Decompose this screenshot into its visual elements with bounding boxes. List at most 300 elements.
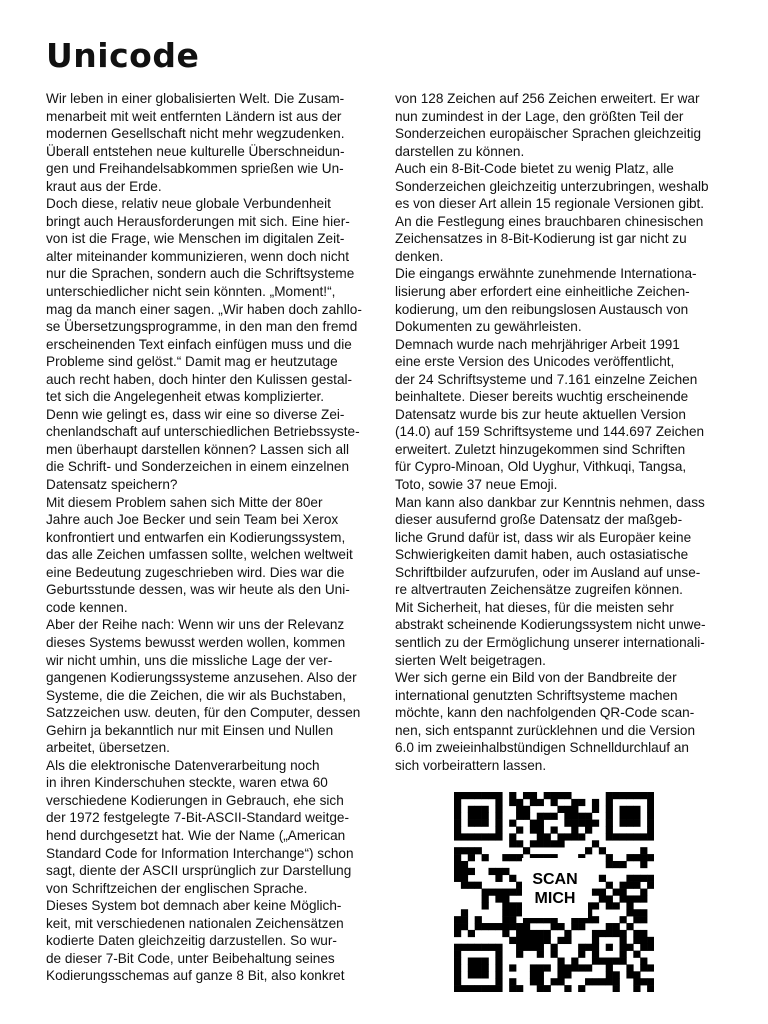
qr-module	[606, 813, 613, 820]
qr-module	[461, 861, 468, 868]
qr-module	[544, 937, 551, 944]
qr-module	[482, 902, 489, 909]
qr-module	[502, 854, 509, 861]
qr-module	[606, 978, 613, 985]
qr-module	[592, 806, 599, 813]
qr-module	[523, 806, 530, 813]
qr-module	[620, 861, 627, 868]
right-column-line: Dokumenten zu gewährleisten.	[395, 319, 582, 335]
qr-module	[502, 895, 509, 902]
qr-module	[647, 826, 654, 833]
qr-module	[647, 978, 654, 985]
left-column-line: auch recht haben, doch hinter den Kulissen gestal-	[46, 371, 353, 387]
right-column-line: lisierung aber erfordert eine einheitliche Zeichen-	[395, 284, 690, 300]
qr-module	[461, 875, 468, 882]
qr-module	[523, 813, 530, 820]
qr-module	[633, 875, 640, 882]
left-column-line: Gehirn ja bekanntlich nur mit Einsen und Nullen	[46, 722, 334, 738]
qr-module	[516, 923, 523, 930]
qr-module	[606, 806, 613, 813]
qr-module	[530, 930, 537, 937]
right-column-line: Wer sich gerne ein Bild von der Bandbreite der	[395, 670, 677, 686]
qr-module	[475, 847, 482, 854]
left-column-line: de dieser 7-Bit Code, unter Beibehaltung seines	[46, 950, 335, 966]
right-column-line: Demnach wurde nach mehrjähriger Arbeit 1991	[395, 336, 680, 352]
qr-module	[468, 964, 475, 971]
page-title: Unicode	[46, 36, 200, 75]
right-column-line: 6.0 im zweieinhalbstündigen Schnelldurchlauf an	[395, 740, 689, 756]
qr-module	[592, 937, 599, 944]
qr-module	[592, 978, 599, 985]
qr-module	[571, 826, 578, 833]
qr-module	[509, 840, 516, 847]
left-column-line: men überhaupt darstellen können? Lassen sich all	[46, 441, 350, 457]
qr-module	[468, 868, 475, 875]
left-column-line: Mit diesem Problem sahen sich Mitte der 80er	[46, 494, 323, 510]
qr-module	[530, 840, 537, 847]
qr-module	[620, 958, 627, 965]
qr-label-background	[522, 858, 588, 918]
qr-module	[461, 833, 468, 840]
qr-module	[557, 792, 564, 799]
right-column-line: Toto, sowie 37 neue Emoji.	[395, 477, 558, 493]
qr-code[interactable]	[454, 792, 654, 992]
qr-module	[647, 882, 654, 889]
qr-module	[626, 813, 633, 820]
qr-module	[495, 985, 502, 992]
qr-module	[509, 923, 516, 930]
qr-module	[551, 799, 558, 806]
qr-module	[537, 826, 544, 833]
qr-module	[523, 792, 530, 799]
right-text-column	[395, 90, 725, 774]
qr-module	[502, 902, 509, 909]
qr-module	[557, 833, 564, 840]
qr-module	[640, 937, 647, 944]
left-column-line: verschiedene Kodierungen in Gebrauch, ehe sich	[46, 792, 344, 808]
qr-module	[482, 854, 489, 861]
qr-module	[516, 937, 523, 944]
qr-module	[454, 799, 461, 806]
qr-module	[647, 806, 654, 813]
qr-module	[454, 820, 461, 827]
qr-module	[640, 895, 647, 902]
qr-module	[502, 868, 509, 875]
qr-module	[502, 889, 509, 896]
qr-module	[475, 971, 482, 978]
qr-module	[495, 799, 502, 806]
qr-module	[557, 971, 564, 978]
qr-module	[530, 964, 537, 971]
qr-module	[640, 930, 647, 937]
right-column-line: es von dieser Art allein 15 regionale Versionen gibt.	[395, 196, 705, 212]
qr-module	[454, 923, 461, 930]
left-column-line: erscheinenden Text einfach einfügen muss und die	[46, 336, 352, 352]
left-column-line: Kodierungsschemas auf ganze 8 Bit, also konkret	[46, 968, 345, 984]
qr-module	[523, 930, 530, 937]
qr-module	[509, 820, 516, 827]
qr-module	[516, 930, 523, 937]
qr-module	[551, 951, 558, 958]
qr-module	[613, 861, 620, 868]
qr-module	[475, 923, 482, 930]
qr-module	[530, 978, 537, 985]
right-column-line: denken.	[395, 248, 444, 264]
qr-module	[475, 958, 482, 965]
qr-module	[454, 964, 461, 971]
qr-module	[461, 909, 468, 916]
right-column-line: darstellen zu können.	[395, 143, 525, 159]
qr-module	[502, 916, 509, 923]
qr-module	[620, 792, 627, 799]
right-column-line: re altvertrauten Zeichensätze zugreifen können.	[395, 582, 683, 598]
qr-module	[606, 923, 613, 930]
qr-module	[620, 820, 627, 827]
qr-module	[495, 964, 502, 971]
qr-module	[640, 861, 647, 868]
left-column-line: Als die elektronische Datenverarbeitung noch	[46, 757, 320, 773]
qr-module	[544, 964, 551, 971]
qr-module	[461, 923, 468, 930]
qr-module	[551, 944, 558, 951]
qr-module	[599, 958, 606, 965]
qr-module	[578, 985, 585, 992]
qr-module	[495, 923, 502, 930]
qr-module	[537, 799, 544, 806]
qr-module	[544, 840, 551, 847]
right-column-line: Schriftbilder aufzurufen, oder im Ausland auf unse-	[395, 564, 701, 580]
qr-module	[482, 813, 489, 820]
qr-module	[640, 916, 647, 923]
qr-module	[647, 799, 654, 806]
left-column-line: kodierte Daten gleichzeitig darzustellen. So wur-	[46, 933, 337, 949]
left-column-line: dieses Systems bewusst werden wollen, kommen	[46, 634, 346, 650]
qr-module	[613, 902, 620, 909]
qr-module	[606, 930, 613, 937]
qr-module	[475, 813, 482, 820]
qr-module	[633, 937, 640, 944]
qr-module	[551, 792, 558, 799]
qr-module	[537, 840, 544, 847]
qr-module	[585, 847, 592, 854]
qr-module	[495, 944, 502, 951]
qr-module	[495, 895, 502, 902]
qr-module	[488, 985, 495, 992]
qr-module	[647, 813, 654, 820]
qr-module	[585, 820, 592, 827]
qr-module	[523, 944, 530, 951]
qr-module	[488, 792, 495, 799]
qr-module	[557, 964, 564, 971]
qr-module	[468, 971, 475, 978]
qr-module	[537, 813, 544, 820]
qr-module	[633, 806, 640, 813]
qr-module	[592, 840, 599, 847]
qr-module	[620, 895, 627, 902]
qr-module	[620, 944, 627, 951]
qr-module	[530, 792, 537, 799]
qr-module	[537, 964, 544, 971]
qr-module	[509, 937, 516, 944]
qr-module	[606, 895, 613, 902]
qr-module	[482, 820, 489, 827]
qr-module	[475, 944, 482, 951]
qr-module	[495, 951, 502, 958]
qr-module	[482, 792, 489, 799]
left-column-line: konfrontiert und entwarfen ein Kodierungssystem,	[46, 529, 346, 545]
qr-module	[626, 944, 633, 951]
qr-module	[454, 951, 461, 958]
qr-module	[495, 820, 502, 827]
right-column-line: der 24 Schriftsysteme und 7.161 einzelne Zeichen	[395, 371, 698, 387]
qr-module	[495, 813, 502, 820]
qr-module	[495, 792, 502, 799]
qr-module	[482, 944, 489, 951]
qr-module	[640, 964, 647, 971]
qr-module	[640, 909, 647, 916]
qr-module	[544, 833, 551, 840]
qr-module	[606, 902, 613, 909]
right-column-line: dieser ausufernd große Datensatz der maßgeb-	[395, 512, 683, 528]
left-column-line: Satzzeichen usw. deuten, für den Computer, dessen	[46, 705, 361, 721]
qr-module	[578, 964, 585, 971]
qr-module	[564, 985, 571, 992]
left-text-column	[46, 90, 371, 985]
right-column-line: beinhaltete. Dieser bereits wuchtig erscheinende	[395, 389, 689, 405]
qr-module	[557, 923, 564, 930]
qr-module	[488, 833, 495, 840]
right-column-line: An die Festlegung eines brauchbaren chinesischen	[395, 213, 704, 229]
qr-module	[509, 916, 516, 923]
qr-module	[551, 923, 558, 930]
right-column-line: (14.0) auf 159 Schriftsysteme und 144.697 Zeichen	[395, 424, 705, 440]
qr-module	[578, 813, 585, 820]
qr-module	[626, 971, 633, 978]
qr-module	[606, 958, 613, 965]
qr-module	[544, 792, 551, 799]
qr-module	[495, 868, 502, 875]
qr-module	[633, 909, 640, 916]
qr-module	[571, 833, 578, 840]
qr-module	[551, 978, 558, 985]
qr-module	[613, 923, 620, 930]
qr-module	[606, 971, 613, 978]
right-column-line: nen, sich entspannt zurücklehnen und die Version	[395, 722, 696, 738]
qr-module	[647, 875, 654, 882]
left-column-line: Jahre auch Joe Becker und sein Team bei Xerox	[46, 512, 339, 528]
left-column-line: code kennen.	[46, 599, 128, 615]
qr-module	[454, 944, 461, 951]
qr-module	[633, 792, 640, 799]
qr-module	[537, 944, 544, 951]
right-column-line: Die eingangs erwähnte zunehmende Internationa-	[395, 266, 697, 282]
qr-module	[640, 958, 647, 965]
left-column-line: Überall entstehen neue kulturelle Überschneidun-	[46, 143, 345, 159]
left-column-line: Aber der Reihe nach: Wenn wir uns der Relevanz	[46, 617, 345, 633]
qr-module	[620, 833, 627, 840]
qr-module	[537, 971, 544, 978]
qr-module	[495, 833, 502, 840]
qr-module	[626, 792, 633, 799]
qr-module	[509, 978, 516, 985]
qr-module	[509, 964, 516, 971]
qr-module	[461, 944, 468, 951]
qr-module	[633, 833, 640, 840]
qr-module	[640, 854, 647, 861]
qr-module	[626, 964, 633, 971]
qr-module	[606, 854, 613, 861]
qr-module	[592, 889, 599, 896]
left-column-line: gangenen Kodierungssysteme anzusehen. Also der	[46, 670, 357, 686]
qr-module	[502, 930, 509, 937]
qr-module	[620, 889, 627, 896]
qr-module	[620, 806, 627, 813]
qr-module	[544, 930, 551, 937]
left-column-line: unterschiedlicher nicht sein könnten. „Moment!“,	[46, 284, 336, 300]
qr-module	[640, 833, 647, 840]
qr-module	[606, 820, 613, 827]
qr-module	[626, 833, 633, 840]
qr-module	[454, 958, 461, 965]
qr-module	[606, 792, 613, 799]
left-column-line: nur die Sprachen, sondern auch die Schriftsysteme	[46, 266, 355, 282]
qr-module	[620, 813, 627, 820]
qr-module	[516, 951, 523, 958]
qr-module	[633, 985, 640, 992]
qr-module	[488, 923, 495, 930]
left-column-line: Wir leben in einer globalisierten Welt. Die Zusam-	[46, 91, 345, 106]
qr-module	[647, 964, 654, 971]
qr-module	[647, 937, 654, 944]
left-column-line: das alle Zeichen umfassen sollte, welchen weltweit	[46, 547, 353, 563]
left-column-line: se Übersetzungsprogramme, in den man den fremd	[46, 319, 358, 335]
qr-module	[530, 820, 537, 827]
qr-module	[647, 985, 654, 992]
qr-module	[454, 854, 461, 861]
qr-module	[482, 923, 489, 930]
left-column-line: Denn wie gelingt es, dass wir eine so diverse Zei-	[46, 406, 345, 422]
qr-module	[530, 937, 537, 944]
left-column-line: wir nicht umhin, uns die missliche Lage der ver-	[46, 652, 333, 668]
qr-module	[592, 944, 599, 951]
qr-module	[613, 985, 620, 992]
qr-module	[454, 806, 461, 813]
qr-module	[530, 944, 537, 951]
qr-module	[482, 985, 489, 992]
right-column-line: möchte, kann den nachfolgenden QR-Code scan-	[395, 705, 695, 721]
qr-module	[640, 792, 647, 799]
qr-module	[578, 944, 585, 951]
right-column-line: von 128 Zeichen auf 256 Zeichen erweitert. Er war	[395, 91, 700, 106]
qr-module	[592, 820, 599, 827]
right-column-line: Sonderzeichen gleichzeitig unterzubringen, weshalb	[395, 178, 709, 194]
qr-module	[557, 937, 564, 944]
qr-module	[626, 820, 633, 827]
qr-module	[537, 985, 544, 992]
left-column-line: chenlandschaft auf unterschiedlichen Betriebssyste-	[46, 424, 360, 440]
right-column-line: sich vorbeirattern lassen.	[395, 757, 547, 773]
right-column-line: sentlich zu der Ermöglichung unserer internationali-	[395, 634, 705, 650]
qr-module	[495, 958, 502, 965]
qr-module	[475, 833, 482, 840]
left-column-line: sagt, diente der ASCII ursprünglich zur Darstellung	[46, 863, 352, 879]
left-column-line: Systeme, die die Zeichen, die wir als Buchstaben,	[46, 687, 346, 703]
right-column-line: Mit Sicherheit, hat dieses, für die meisten sehr	[395, 599, 674, 615]
qr-module	[578, 923, 585, 930]
qr-module	[626, 895, 633, 902]
qr-module	[592, 958, 599, 965]
qr-module	[468, 930, 475, 937]
right-column-line: Schwierigkeiten damit haben, auch ostasiatische	[395, 547, 689, 563]
left-column-line: Doch diese, relativ neue globale Verbundenheit	[46, 196, 331, 212]
qr-module	[620, 937, 627, 944]
qr-module	[468, 985, 475, 992]
qr-module	[530, 826, 537, 833]
qr-module	[544, 985, 551, 992]
qr-module	[509, 792, 516, 799]
left-column-line: die Schrift- und Sonderzeichen in einem einzelnen	[46, 459, 350, 475]
qr-module	[509, 833, 516, 840]
qr-module	[516, 806, 523, 813]
qr-module	[516, 826, 523, 833]
qr-module	[585, 813, 592, 820]
left-column-line: Datensatz speichern?	[46, 477, 178, 493]
qr-module	[537, 930, 544, 937]
qr-module	[544, 813, 551, 820]
qr-module	[516, 840, 523, 847]
right-column-line: eine erste Version des Unicodes veröffentlicht,	[395, 354, 675, 370]
qr-label-line1: SCAN	[532, 871, 578, 888]
qr-module	[640, 978, 647, 985]
qr-module	[557, 806, 564, 813]
qr-module	[461, 985, 468, 992]
qr-module	[633, 916, 640, 923]
qr-module	[468, 820, 475, 827]
right-column-line: kodierung, um den reibungslosen Austausch von	[395, 301, 689, 317]
qr-module	[647, 820, 654, 827]
qr-module	[454, 971, 461, 978]
left-column-line: gen und Freihandelsabkommen sprießen wie Un-	[46, 161, 344, 177]
qr-module	[495, 971, 502, 978]
qr-module	[571, 813, 578, 820]
qr-module	[606, 964, 613, 971]
right-column-line: sierten Welt beigetragen.	[395, 652, 546, 668]
qr-module	[475, 916, 482, 923]
right-column-line: liche Grund dafür ist, dass wir als Europäer keine	[395, 529, 692, 545]
left-column-line: arbeitet, übersetzen.	[46, 740, 170, 756]
qr-module	[516, 799, 523, 806]
qr-module	[626, 882, 633, 889]
qr-module	[633, 813, 640, 820]
qr-module	[551, 840, 558, 847]
qr-module	[606, 833, 613, 840]
qr-module	[551, 826, 558, 833]
qr-module	[564, 813, 571, 820]
qr-module	[537, 978, 544, 985]
qr-module	[475, 964, 482, 971]
qr-module	[633, 895, 640, 902]
qr-module	[640, 875, 647, 882]
right-column-line: nun zumindest in der Lage, den größten Teil der	[395, 108, 684, 124]
qr-module	[530, 971, 537, 978]
qr-module	[564, 971, 571, 978]
qr-module	[468, 882, 475, 889]
qr-module	[461, 916, 468, 923]
qr-module	[606, 944, 613, 951]
qr-module	[592, 930, 599, 937]
left-column-line: mag da manch einer sagen. „Wir haben doch zahllo-	[46, 301, 362, 317]
qr-module	[454, 792, 461, 799]
